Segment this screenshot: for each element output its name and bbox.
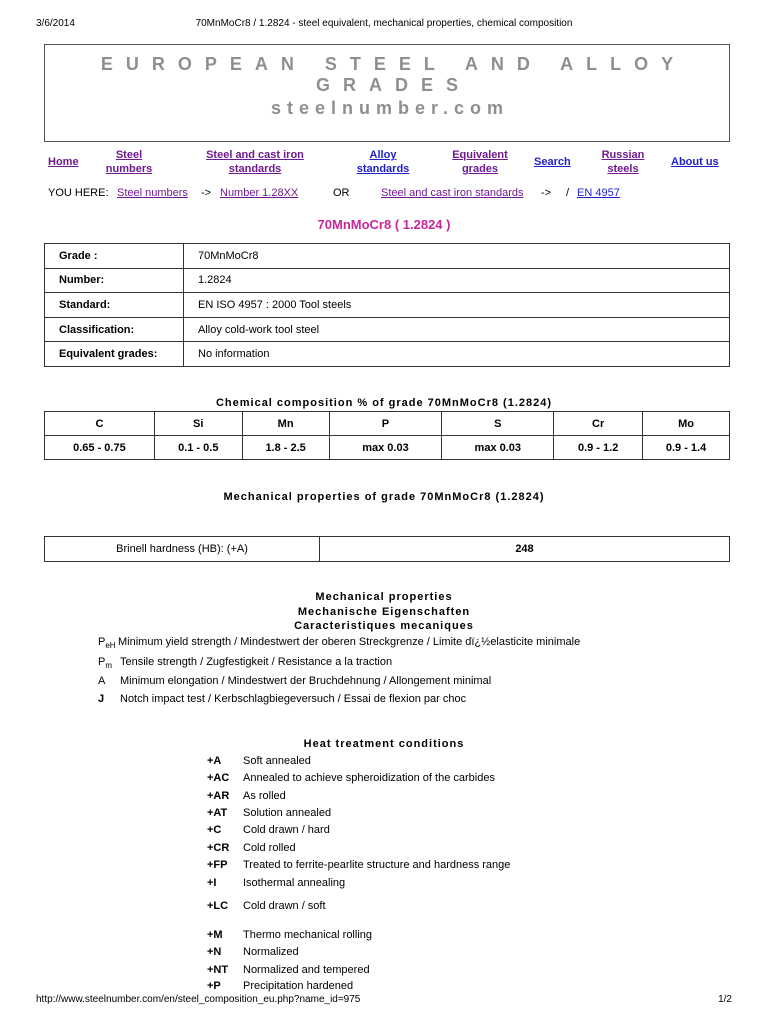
info-value: No information <box>184 342 730 367</box>
heat-treatment-title: Heat treatment conditions <box>303 738 465 750</box>
heat-code: +M <box>207 929 223 941</box>
nav-equivalent-line-1: Equivalent <box>452 149 508 161</box>
heat-desc: Solution annealed <box>243 807 332 819</box>
breadcrumb-number-group-link[interactable]: Number 1.28XX <box>220 187 299 199</box>
print-date: 3/6/2014 <box>36 18 75 29</box>
nav-alloy-line-1: Alloy <box>369 149 397 161</box>
main-nav <box>44 148 730 178</box>
legend-text: Notch impact test / Kerbschlagbiegeversuch / Essai de flexion par choc <box>120 693 467 705</box>
heat-desc: Cold drawn / hard <box>243 824 330 836</box>
legend-symbol-main: P <box>98 636 106 648</box>
heat-code: +I <box>207 877 217 889</box>
heat-code: +NT <box>207 964 229 976</box>
heat-desc: Isothermal annealing <box>243 877 346 889</box>
brinell-table <box>44 536 730 562</box>
chem-value-cell: 0.9 - 1.2 <box>554 436 643 460</box>
chem-value-cell: max 0.03 <box>329 436 442 460</box>
mp-title-fr: Caracteristiques mecaniques <box>294 620 474 632</box>
nav-alloy-line-2: standards <box>356 163 410 175</box>
table-row <box>45 244 730 269</box>
legend-symbol-main: P <box>98 656 106 668</box>
mp-title-de: Mechanische Eigenschaften <box>297 605 471 618</box>
legend-text: Minimum yield strength / Mindestwert der oberen Streckgrenze / Limite dï¿½elasticite minimale <box>118 636 581 648</box>
info-value: 1.2824 <box>184 268 730 293</box>
chem-header-cell: S <box>442 412 554 436</box>
chem-value-cell: 0.9 - 1.4 <box>643 436 730 460</box>
heat-desc: Cold drawn / soft <box>243 900 326 912</box>
heat-code: +FP <box>207 859 228 871</box>
chem-title: Chemical composition % of grade 70MnMoCr8 (1.2824) <box>215 397 553 409</box>
print-header <box>36 18 732 32</box>
nav-steel-numbers-link[interactable] <box>101 148 157 176</box>
nav-steel-numbers-line-1: Steel <box>115 149 143 161</box>
chem-value-cell: 1.8 - 2.5 <box>242 436 329 460</box>
breadcrumb-standards-link[interactable]: Steel and cast iron standards <box>381 187 524 199</box>
legend-text: Minimum elongation / Mindestwert der Bruchdehnung / Allongement minimal <box>120 675 492 687</box>
nav-standards-link[interactable] <box>201 148 309 176</box>
legend-item <box>98 656 392 670</box>
chem-header-cell: Mn <box>242 412 329 436</box>
breadcrumb-arrow-2: -> <box>541 187 552 199</box>
table-header-row <box>45 412 730 436</box>
site-banner <box>44 44 730 142</box>
grade-heading: 70MnMoCr8 ( 1.2824 ) <box>317 217 451 232</box>
heat-desc: Precipitation hardened <box>243 980 354 992</box>
print-document-title: 70MnMoCr8 / 1.2824 - steel equivalent, mechanical properties, chemical composition <box>195 18 573 29</box>
chem-table <box>44 411 730 460</box>
breadcrumb-or: OR <box>333 187 350 199</box>
chem-header-cell: Mo <box>643 412 730 436</box>
legend-symbol <box>98 656 120 670</box>
chem-header-cell: Cr <box>554 412 643 436</box>
nav-russian-steels-link[interactable] <box>597 148 649 176</box>
nav-home-link[interactable]: Home <box>48 156 79 168</box>
chem-value-cell: 0.65 - 0.75 <box>45 436 155 460</box>
mechanical-properties-titles <box>0 590 768 634</box>
table-row <box>45 537 730 562</box>
info-value: EN ISO 4957 : 2000 Tool steels <box>184 293 730 318</box>
nav-russian-line-2: steels <box>607 163 639 175</box>
legend-symbol-sub: eH <box>105 641 116 651</box>
print-footer <box>36 994 732 1008</box>
info-label: Grade : <box>45 244 184 269</box>
info-label: Number: <box>45 268 184 293</box>
legend-symbol: A <box>98 675 106 687</box>
nav-steel-numbers-line-2: numbers <box>105 163 153 175</box>
chem-header-cell: Si <box>154 412 242 436</box>
heat-desc: Thermo mechanical rolling <box>243 929 372 941</box>
heat-code: +C <box>207 824 222 836</box>
heat-desc: Annealed to achieve spheroidization of the carbides <box>243 772 495 784</box>
legend-item <box>98 675 491 687</box>
nav-equivalent-grades-link[interactable] <box>447 148 513 176</box>
info-label: Equivalent grades: <box>45 342 184 367</box>
nav-standards-line-2: standards <box>228 163 282 175</box>
table-row <box>45 436 730 460</box>
breadcrumb-en-link[interactable]: EN 4957 <box>577 187 620 199</box>
legend-text: Tensile strength / Zugfestigkeit / Resistance a la traction <box>120 656 393 668</box>
heat-desc: Normalized <box>243 946 299 958</box>
nav-standards-line-1: Steel and cast iron <box>206 149 304 161</box>
info-label: Standard: <box>45 293 184 318</box>
table-row <box>45 268 730 293</box>
brinell-value: 248 <box>320 537 730 562</box>
chem-header-cell: P <box>329 412 442 436</box>
legend-item <box>98 693 466 705</box>
heat-code: +AR <box>207 790 230 802</box>
heat-code: +LC <box>207 900 229 912</box>
grade-info-table <box>44 243 730 367</box>
heat-code: +P <box>207 980 221 992</box>
info-label: Classification: <box>45 317 184 342</box>
table-row <box>45 317 730 342</box>
print-url: http://www.steelnumber.com/en/steel_composition_eu.php?name_id=975 <box>36 994 361 1005</box>
heat-code: +CR <box>207 842 230 854</box>
heat-desc: As rolled <box>243 790 286 802</box>
info-value: Alloy cold-work tool steel <box>184 317 730 342</box>
table-row <box>45 293 730 318</box>
banner-site-name: steelnumber.com <box>270 98 510 118</box>
mp-title-en: Mechanical properties <box>315 591 453 603</box>
table-row <box>45 342 730 367</box>
heat-code: +AT <box>207 807 228 819</box>
nav-equivalent-line-2: grades <box>461 163 499 175</box>
heat-code: +AC <box>207 772 230 784</box>
nav-about-link[interactable]: About us <box>671 156 719 168</box>
chem-value-cell: 0.1 - 0.5 <box>154 436 242 460</box>
heat-desc: Cold rolled <box>243 842 296 854</box>
nav-search-link[interactable]: Search <box>534 156 571 168</box>
heat-desc: Soft annealed <box>243 755 311 767</box>
heat-desc: Treated to ferrite-pearlite structure and hardness range <box>243 859 511 871</box>
chem-header-cell: C <box>45 412 155 436</box>
breadcrumb-slash: / <box>566 187 570 199</box>
info-value: 70MnMoCr8 <box>184 244 730 269</box>
nav-alloy-standards-link[interactable] <box>351 148 415 176</box>
heat-code: +A <box>207 755 222 767</box>
brinell-label: Brinell hardness (HB): (+A) <box>45 537 320 562</box>
legend-symbol-sub: m <box>105 661 113 671</box>
legend-symbol <box>98 636 118 650</box>
print-page-number: 1/2 <box>718 994 732 1005</box>
banner-line-2: GRADES <box>315 75 471 95</box>
breadcrumb-arrow-1: -> <box>201 187 212 199</box>
nav-russian-line-1: Russian <box>601 149 645 161</box>
legend-item <box>98 636 580 650</box>
banner-line-1: EUROPEAN STEEL AND ALLOY <box>100 54 687 74</box>
page-break-clip <box>0 980 768 994</box>
legend-symbol: J <box>98 693 105 705</box>
chem-value-cell: max 0.03 <box>442 436 554 460</box>
heat-desc: Normalized and tempered <box>243 964 370 976</box>
breadcrumb-steel-numbers-link[interactable]: Steel numbers <box>117 187 188 199</box>
breadcrumb-prefix: YOU HERE: <box>48 187 109 199</box>
mech-title: Mechanical properties of grade 70MnMoCr8 (1.2824) <box>223 491 545 503</box>
heat-code: +N <box>207 946 222 958</box>
